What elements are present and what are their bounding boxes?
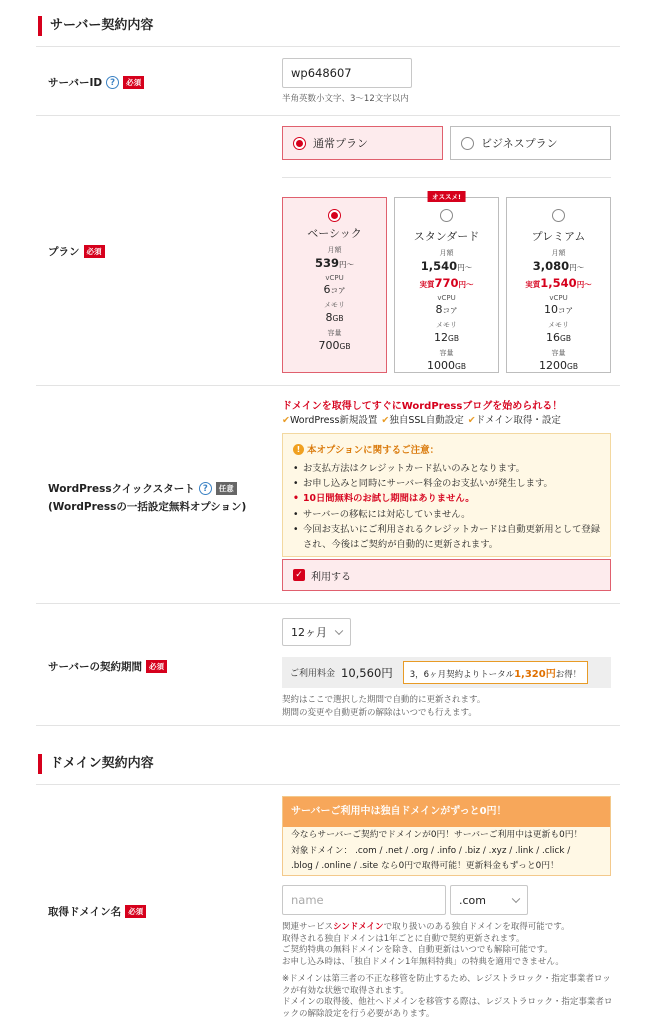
cpu-label: vCPU <box>549 294 568 302</box>
plan-name: ベーシック <box>307 227 362 240</box>
wp-features <box>282 412 561 426</box>
server-id-input[interactable]: wp648607 <box>282 58 412 88</box>
note-line <box>282 922 570 934</box>
plan-price <box>507 259 610 273</box>
server-id-label <box>48 75 144 90</box>
mem-value <box>283 311 386 324</box>
price-unit: 円〜 <box>457 263 473 272</box>
price-value: 539 <box>314 256 339 270</box>
wp-quick-label-text: WordPressクイックスタート <box>48 483 195 495</box>
plan-name: プレミアム <box>531 230 586 243</box>
tld-select[interactable] <box>450 885 528 915</box>
period-select[interactable] <box>282 618 351 646</box>
disk-number: 1000 <box>427 359 456 372</box>
notice-item: • 10日間無料のお試し期間はありません。 <box>293 491 600 506</box>
mem-number: 16 <box>546 331 561 344</box>
divider <box>36 603 620 604</box>
price-value: 3,080 <box>532 259 570 273</box>
domain-notes-lock <box>282 974 612 1020</box>
mem-label: メモリ <box>324 301 345 309</box>
cpu-label: vCPU <box>437 294 456 302</box>
mem-unit: GB <box>448 334 459 343</box>
domain-section-title: ドメイン契約内容 <box>38 754 154 774</box>
note-line: クが有効な状態で取得されます。 <box>282 985 409 996</box>
monthly-label: 月額 <box>439 249 454 257</box>
divider <box>36 725 620 726</box>
cpu-value <box>395 303 498 316</box>
plan-label-text: プラン <box>48 246 80 258</box>
wp-quick-label <box>48 481 246 514</box>
effective-value: 1,540 <box>540 276 577 290</box>
mem-value <box>507 331 610 344</box>
fee-value: 10,560円 <box>341 665 393 680</box>
server-id-label-text: サーバーID <box>48 77 103 89</box>
radio-icon <box>293 137 306 150</box>
brand-name: シンドメイン <box>333 922 384 932</box>
fee-bar <box>282 657 611 688</box>
domain-notes <box>282 922 570 968</box>
effective-unit: 円〜 <box>458 280 474 289</box>
checkbox-checked-icon: ✓ <box>293 569 305 581</box>
notice-title <box>293 442 600 456</box>
note-line <box>282 945 570 957</box>
mem-label: メモリ <box>548 321 569 329</box>
mem-value <box>395 331 498 344</box>
notice-box <box>282 433 611 557</box>
warning-icon: ! <box>293 444 304 455</box>
divider <box>36 784 620 785</box>
domain-promo-title: サーバーご利用中は独自ドメインがずっと0円！ <box>283 797 610 827</box>
required-badge: 必須 <box>84 245 105 258</box>
note-line: ※ドメインは第三者の不正な移管を防止するため、レジストラロック・指定事業者ロッ <box>282 974 611 984</box>
domain-promo-body: 今ならサーバーご契約でドメインが0円！サーバーご利用中は更新も0円！ 対象ドメイン： .com / .net / .org / .info / .biz / .xyz / .link / .click / .blog / .online / .site なら0円で取得可能！更新料金もずっと0円！ <box>291 830 583 871</box>
notice-item: • 今回お支払いにご利用されるクレジットカードは自動更新用として登録され、今後はご契約が自動的に更新されます。 <box>293 522 600 552</box>
price-unit: 円〜 <box>569 263 585 272</box>
promo-badge: 3，6ヶ月契約よりトータル1,320円お得！ <box>403 661 588 684</box>
effective-price <box>395 276 498 290</box>
check-icon: ✔ <box>282 415 290 426</box>
notice-list <box>293 461 600 552</box>
recommend-badge: オススメ! <box>427 191 466 202</box>
cpu-unit: コア <box>330 286 346 295</box>
help-icon[interactable]: ? <box>199 482 212 495</box>
plan-card-2[interactable] <box>506 197 611 373</box>
period-label-text: サーバーの契約期間 <box>48 661 142 673</box>
notice-item: • お支払方法はクレジットカード払いのみとなります。 <box>293 461 600 476</box>
cpu-value <box>507 303 610 316</box>
domain-promo-box <box>282 796 611 876</box>
divider <box>36 46 620 47</box>
note-line <box>282 957 570 969</box>
check-icon: ✔ <box>381 415 390 426</box>
disk-number: 700 <box>318 339 340 352</box>
cpu-number: 6 <box>323 283 331 296</box>
use-option-checkbox[interactable] <box>282 559 611 591</box>
mem-number: 8 <box>325 311 333 324</box>
disk-value <box>283 339 386 352</box>
notice-item: • お申し込みと同時にサーバー料金のお支払いが発生します。 <box>293 476 600 491</box>
note-line: ックの解除設定を行う必要があります。 <box>282 1008 435 1019</box>
divider <box>36 385 620 386</box>
feature-item: 独自SSL自動設定 <box>389 415 464 426</box>
price-value: 1,540 <box>420 259 458 273</box>
period-label <box>48 659 167 674</box>
radio-icon <box>552 209 565 222</box>
disk-value <box>507 359 610 372</box>
tld-value: .com <box>459 893 486 907</box>
mem-unit: GB <box>332 314 344 323</box>
tab-label: ビジネスプラン <box>481 137 558 150</box>
wp-quick-sublabel: (WordPressの一括設定無料オプション) <box>48 501 247 513</box>
note-text: 関連サービス <box>282 922 334 932</box>
fee-label: ご利用料金 <box>290 669 336 679</box>
domain-label <box>48 904 146 919</box>
domain-label-text: 取得ドメイン名 <box>48 906 122 918</box>
divider <box>36 115 620 116</box>
disk-label: 容量 <box>551 349 566 357</box>
effective-label: 実質 <box>525 280 541 289</box>
price-unit: 円〜 <box>339 260 354 269</box>
notice-item: • サーバーの移転には対応していません。 <box>293 507 600 522</box>
note-text: ご契約特典の無料ドメインを除き、自動更新はいつでも解除可能です。 <box>282 945 553 955</box>
period-value: 12ヶ月 <box>291 626 327 639</box>
monthly-label: 月額 <box>551 249 566 257</box>
radio-icon <box>440 209 453 222</box>
help-icon[interactable]: ? <box>106 76 119 89</box>
mem-number: 12 <box>434 331 449 344</box>
disk-number: 1200 <box>539 359 568 372</box>
cpu-number: 10 <box>544 303 558 316</box>
divider <box>282 177 611 178</box>
plan-name: スタンダード <box>413 230 480 243</box>
plan-label <box>48 244 105 259</box>
required-badge: 必須 <box>123 76 144 89</box>
effective-price <box>507 276 610 290</box>
use-option-label: 利用する <box>311 571 351 583</box>
note-line <box>282 934 570 946</box>
plan-card-1[interactable] <box>394 193 499 373</box>
effective-value: 770 <box>434 276 459 290</box>
plan-card-0[interactable] <box>282 197 387 373</box>
cpu-unit: コア <box>442 306 458 315</box>
plan-price <box>395 259 498 273</box>
chevron-down-icon <box>512 895 520 903</box>
check-icon: ✔ <box>467 415 476 426</box>
note-text: お申し込み時は、「独自ドメイン1年無料特典」の特典を適用できません。 <box>282 956 564 967</box>
mem-unit: GB <box>560 334 571 343</box>
wp-headline: ドメインを取得してすぐにWordPressブログを始められる！ <box>282 401 563 412</box>
optional-badge: 任意 <box>216 482 237 495</box>
radio-icon <box>328 209 341 222</box>
tab-normal-plan[interactable] <box>282 126 443 160</box>
chevron-down-icon <box>335 627 343 635</box>
disk-unit: GB <box>567 362 578 371</box>
note-text: で取り扱いのある独自ドメインを取得可能です。 <box>383 922 570 932</box>
disk-label: 容量 <box>327 329 342 337</box>
cpu-unit: コア <box>558 306 573 315</box>
server-id-hint: 半角英数小文字、3〜12文字以内 <box>282 94 409 104</box>
disk-unit: GB <box>339 342 351 351</box>
plan-price <box>283 256 386 270</box>
effective-label: 実質 <box>419 280 435 289</box>
notice-title-text: 本オプションに関するご注意： <box>307 445 440 456</box>
cpu-label: vCPU <box>325 274 344 282</box>
mem-label: メモリ <box>436 321 457 329</box>
feature-item: WordPress新規設置 <box>289 415 378 426</box>
cpu-number: 8 <box>435 303 443 316</box>
disk-value <box>395 359 498 372</box>
feature-item: ドメイン取得・設定 <box>475 415 561 426</box>
disk-label: 容量 <box>439 349 454 357</box>
disk-unit: GB <box>455 362 466 371</box>
radio-icon <box>461 137 474 150</box>
note-line: ドメインの取得後、他社へドメインを移管する際は、レジストラロック・指定事業者ロ <box>282 997 613 1007</box>
cpu-value <box>283 283 386 296</box>
note-text: 取得される独自ドメインは1年ごとに自動で契約更新されます。 <box>282 933 525 944</box>
tab-label: 通常プラン <box>313 137 368 150</box>
effective-unit: 円〜 <box>576 280 592 289</box>
server-section-title: サーバー契約内容 <box>38 16 153 36</box>
domain-name-input[interactable]: name <box>282 885 446 915</box>
required-badge: 必須 <box>146 660 167 673</box>
required-badge: 必須 <box>125 905 146 918</box>
tab-business-plan[interactable] <box>450 126 611 160</box>
period-hint: 契約はここで選択した期間で自動的に更新されます。 期間の変更や自動更新の解除はいつでも行えます。 <box>282 695 486 718</box>
monthly-label: 月額 <box>327 246 342 254</box>
